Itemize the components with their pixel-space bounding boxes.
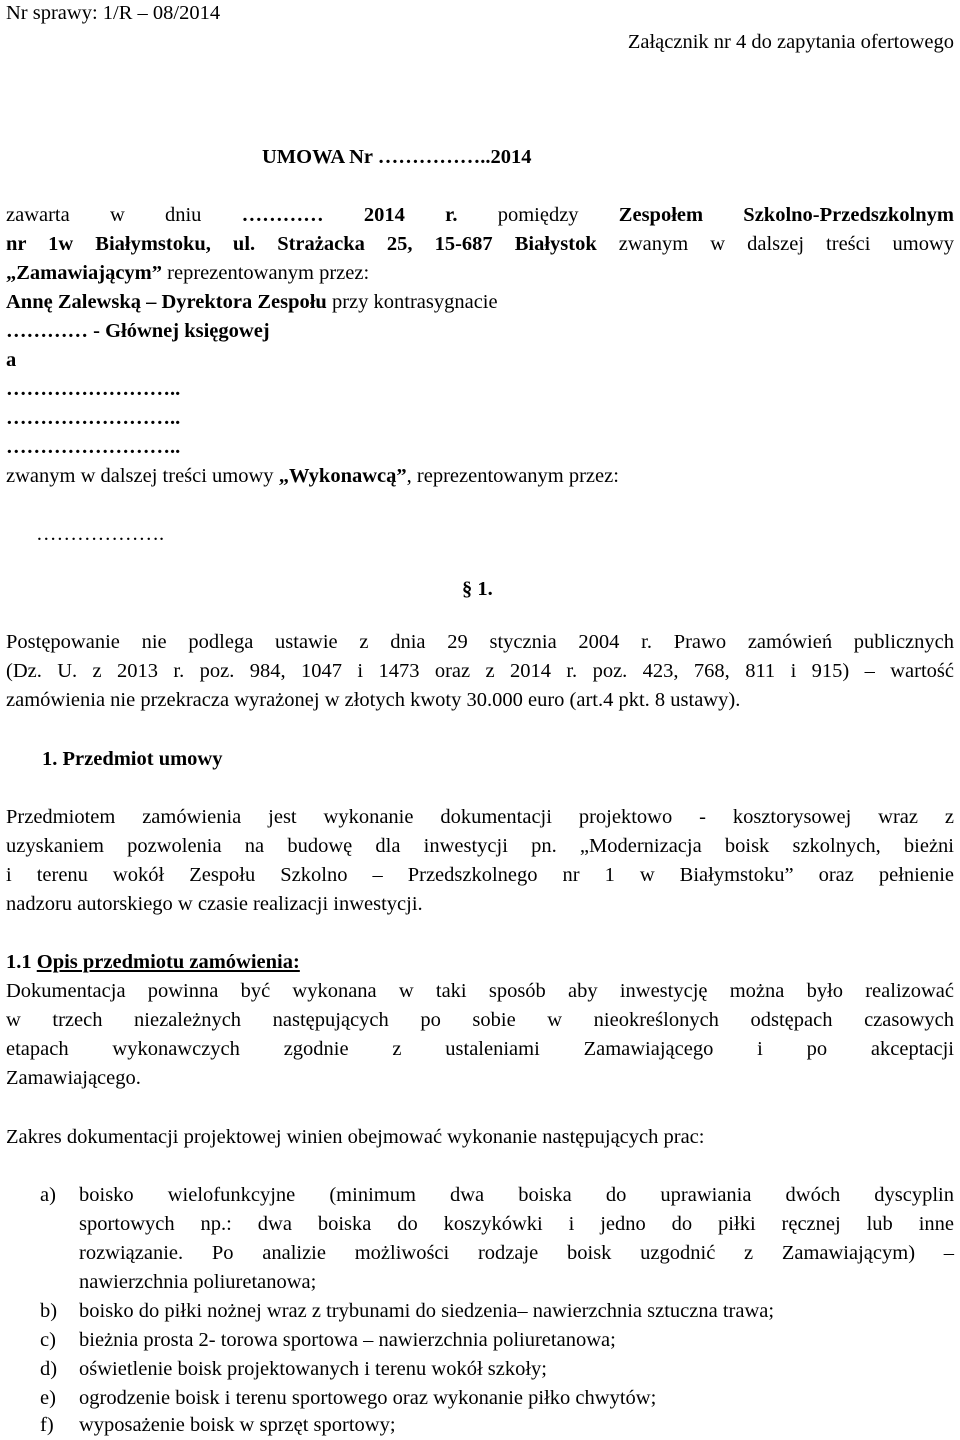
list-label-d: d) — [40, 1358, 58, 1380]
attachment-label: Załącznik nr 4 do zapytania ofertowego — [627, 31, 954, 53]
intro-line-2: (Dz. U. z 2013 r. poz. 984, 1047 i 1473 oraz z 2014 r. poz. 423, 768, 811 i 915) – wartość — [6, 660, 954, 682]
intro-line-3: zamówienia nie przekracza wyrażonej w złotych kwoty 30.000 euro (art.4 pkt. 8 ustawy). — [6, 689, 741, 711]
list-a-line-3: rozwiązanie. Po analizie możliwości rodzaje boisk uzgodnić z Zamawiającym) – — [79, 1242, 954, 1264]
list-label-b: b) — [40, 1300, 58, 1322]
list-e-line-1: ogrodzenie boisk i terenu sportowego oraz wykonanie piłko chwytów; — [79, 1387, 657, 1409]
list-a-line-2: sportowych np.: dwa boiska do koszykówki i jedno do piłki ręcznej lub inne — [79, 1213, 954, 1235]
section-1-line-1: Przedmiotem zamówienia jest wykonanie dokumentacji projektowo - kosztorysowej wraz z — [6, 806, 954, 828]
parties-line-8: …………………….. — [6, 407, 181, 429]
list-label-f: f) — [40, 1414, 54, 1436]
contract-title: UMOWA Nr ……………..2014 — [262, 146, 532, 168]
list-b-line-1: boisko do piłki nożnej wraz z trybunami do siedzenia– nawierzchnia sztuczna trawa; — [79, 1300, 775, 1322]
parties-line-4: Annę Zalewską – Dyrektora Zespołu przy kontrasygnacie — [6, 291, 498, 313]
parties-line-3: „Zamawiającym” reprezentowanym przez: — [6, 262, 370, 284]
section-1-line-4: nadzoru autorskiego w czasie realizacji inwestycji. — [6, 893, 423, 915]
parties-line-6: a — [6, 349, 17, 371]
parties-line-10: zwanym w dalszej treści umowy „Wykonawcą”, reprezentowanym przez: — [6, 465, 619, 487]
list-f-line-1: wyposażenie boisk w sprzęt sportowy; — [79, 1414, 396, 1436]
scope-intro: Zakres dokumentacji projektowej winien obejmować wykonanie następujących prac: — [6, 1126, 705, 1148]
section-1-1-line-1: Dokumentacja powinna być wykonana w taki sposób aby inwestycję można było realizować — [6, 980, 954, 1002]
parties-line-5: ………… - Głównej księgowej — [6, 320, 270, 342]
list-a-line-1: boisko wielofunkcyjne (minimum dwa boiska do uprawiania dwóch dyscyplin — [79, 1184, 954, 1206]
section-1-line-3: i terenu wokół Zespołu Szkolno – Przedszkolnego nr 1 w Białymstoku” oraz pełnienie — [6, 864, 954, 886]
section-1-1-line-4: Zamawiającego. — [6, 1067, 141, 1089]
list-d-line-1: oświetlenie boisk projektowanych i terenu wokół szkoły; — [79, 1358, 547, 1380]
section-1-line-2: uzyskaniem pozwolenia na budowę dla inwestycji pn. „Modernizacja boisk szkolnych, bieżni — [6, 835, 954, 857]
list-label-e: e) — [40, 1387, 56, 1409]
parties-line-7: …………………….. — [6, 378, 181, 400]
section-1-1-heading: 1.1 Opis przedmiotu zamówienia: — [6, 951, 300, 973]
parties-line-2: nr 1w Białymstoku, ul. Strażacka 25, 15-687 Białystok zwanym w dalszej treści umowy — [6, 233, 954, 255]
parties-line-11: ………………. — [36, 523, 165, 545]
section-1-heading: 1. Przedmiot umowy — [42, 748, 223, 770]
case-number: Nr sprawy: 1/R – 08/2014 — [6, 2, 221, 24]
parties-line-1: zawarta w dniu ………… 2014 r. pomiędzy Zespołem Szkolno-Przedszkolnym — [6, 204, 954, 226]
section-1-1-line-3: etapach wykonawczych zgodnie z ustaleniami Zamawiającego i po akceptacji — [6, 1038, 954, 1060]
section-1-1-line-2: w trzech niezależnych następujących po sobie w nieokreślonych odstępach czasowych — [6, 1009, 954, 1031]
list-c-line-1: bieżnia prosta 2- torowa sportowa – nawierzchnia poliuretanowa; — [79, 1329, 616, 1351]
list-label-c: c) — [40, 1329, 56, 1351]
list-a-line-4: nawierzchnia poliuretanowa; — [79, 1271, 317, 1293]
section-marker: § 1. — [462, 578, 493, 600]
parties-line-9: …………………….. — [6, 436, 181, 458]
list-label-a: a) — [40, 1184, 56, 1206]
intro-line-1: Postępowanie nie podlega ustawie z dnia 29 stycznia 2004 r. Prawo zamówień publicznych — [6, 631, 954, 653]
